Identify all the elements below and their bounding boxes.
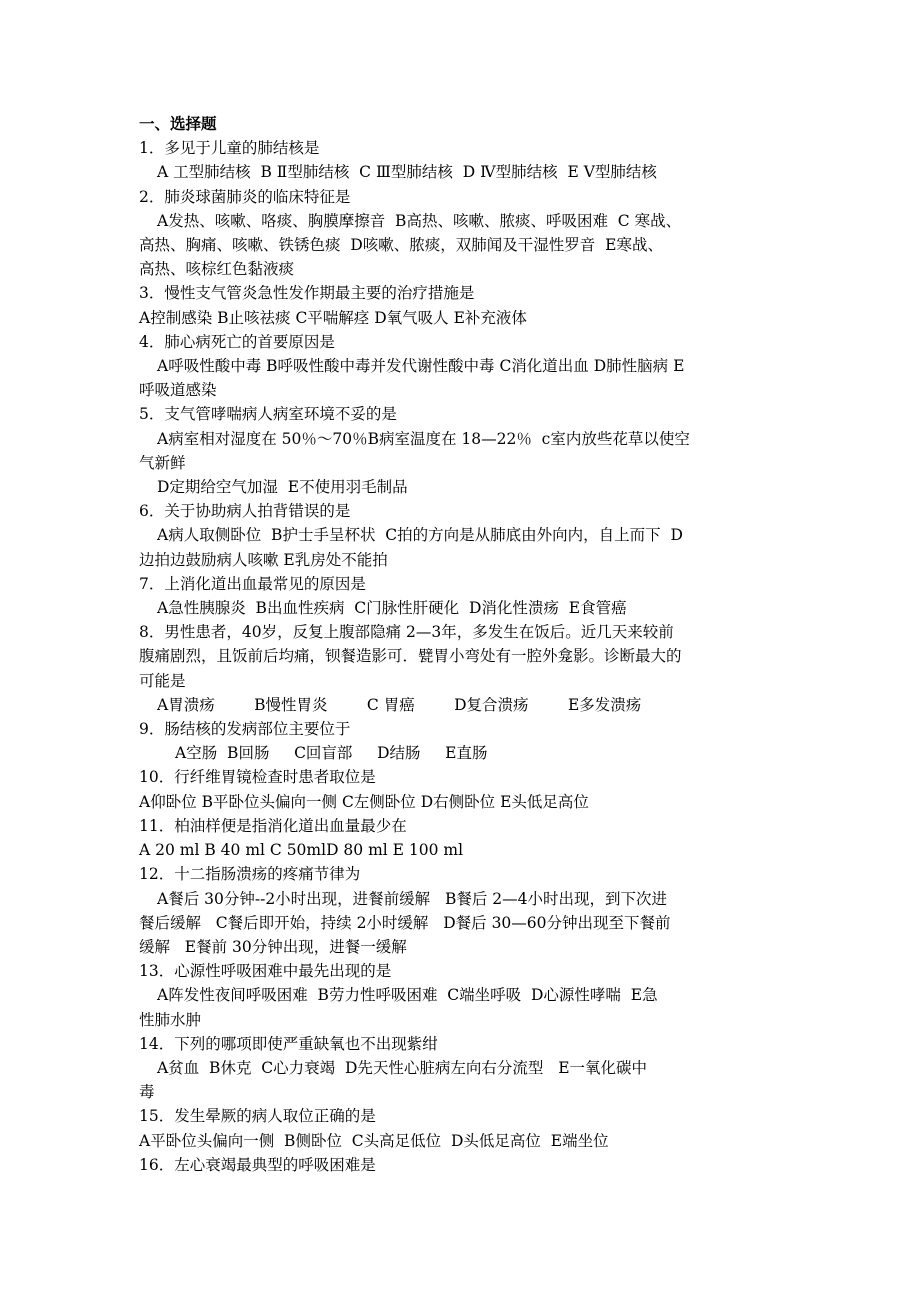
question-stem: 4．肺心病死亡的首要原因是 [139,332,335,351]
question-stem: 3．慢性支气管炎急性发作期最主要的治疗措施是 [139,284,475,303]
question-options: 可能是 [139,671,186,690]
question-options: 边拍边鼓励病人咳嗽 E乳房处不能拍 [139,550,388,569]
question-options: A胃溃疡 B慢性胃炎 C 胃癌 D复合溃疡 E多发溃疡 [157,695,642,714]
question-options: A 20 ml B 40 ml C 50mlD 80 ml E 100 ml [139,841,464,860]
question-options: 气新鲜 [139,453,186,472]
question-options: 高热、咳棕红色黏液痰 [139,260,295,279]
question-stem: 6．关于协助病人拍背错误的是 [139,502,351,521]
section-title: 一、选择题 [139,115,217,133]
question-options: A阵发性夜间呼吸困难 B劳力性呼吸困难 C端坐呼吸 D心源性哮喘 E急 [157,986,658,1005]
question-options: A餐后 30分钟--2小时出现，进餐前缓解 B餐后 2—4小时出现，到下次进 [157,889,668,908]
question-stem: 7．上消化道出血最常见的原因是 [139,574,366,593]
question-options: A贫血 B休克 C心力衰竭 D先天性心脏病左向右分流型 E一氧化碳中 [157,1058,648,1077]
question-stem: 12．十二指肠溃疡的疼痛节律为 [139,865,361,884]
question-stem: 16．左心衰竭最典型的呼吸困难是 [139,1155,376,1174]
question-options: A发热、咳嗽、咯痰、胸膜摩擦音 B高热、咳嗽、脓痰、呼吸困难 C 寒战、 [157,211,682,230]
question-stem: 5．支气管哮喘病人病室环境不妥的是 [139,405,397,424]
question-options: D定期给空气加湿 E不使用羽毛制品 [157,478,408,497]
question-options: A呼吸性酸中毒 B呼吸性酸中毒并发代谢性酸中毒 C消化道出血 D肺性脑病 E [157,357,685,376]
question-stem: 10．行纤维胃镜检查时患者取位是 [139,768,376,787]
question-stem: 9．肠结核的发病部位主要位于 [139,720,351,739]
question-stem: 11．柏油样便是指消化道出血量最少在 [139,816,407,835]
question-options: A病室相对湿度在 50％～70％B病室温度在 18—22％ c室内放些花草以使空 [157,429,690,448]
question-options: A平卧位头偏向一侧 B侧卧位 C头高足低位 D头低足高位 E端坐位 [139,1131,609,1150]
question-stem: 15．发生晕厥的病人取位正确的是 [139,1107,376,1126]
question-options: A仰卧位 B平卧位头偏向一侧 C左侧卧位 D右侧卧位 E头低足高位 [139,792,589,811]
question-options: A病人取侧卧位 B护士手呈杯状 C拍的方向是从肺底由外向内，自上而下 D [157,526,683,545]
question-stem: 2．肺炎球菌肺炎的临床特征是 [139,187,351,206]
question-stem: 13．心源性呼吸困难中最先出现的是 [139,962,392,981]
question-options: 呼吸道感染 [139,381,217,400]
question-options: 毒 [139,1083,155,1102]
question-stem: 8．男性患者，40岁，反复上腹部隐痛 2—3年，多发生在饭后。近几天来较前 [139,623,674,642]
question-options: A 工型肺结核 B Ⅱ型肺结核 C Ⅲ型肺结核 D Ⅳ型肺结核 E Ⅴ型肺结核 [157,163,657,182]
document-page [139,112,799,1177]
question-options: 缓解 E餐前 30分钟出现，进餐一缓解 [139,937,407,956]
question-options: 高热、胸痛、咳嗽、铁锈色痰 D咳嗽、脓痰，双肺闻及干湿性罗音 E寒战、 [139,236,663,255]
question-options: 性肺水肿 [139,1010,202,1029]
question-options: A急性胰腺炎 B出血性疾病 C门脉性肝硬化 D消化性溃疡 E食管癌 [157,599,627,618]
question-options: 餐后缓解 C餐后即开始，持续 2小时缓解 D餐后 30—60分钟出现至下餐前 [139,913,671,932]
question-options: A空肠 B回肠 C回盲部 D结肠 E直肠 [175,744,488,763]
question-stem: 14．下列的哪项即使严重缺氧也不出现紫绀 [139,1034,438,1053]
question-options: 腹痛剧烈，且饭前后均痛，钡餐造影可．甓胃小弯处有一腔外龛影。诊断最大的 [139,647,682,666]
question-options: A控制感染 B止咳祛痰 C平喘解痉 D氧气吸人 E补充液体 [139,308,527,327]
question-stem: 1．多见于儿童的肺结核是 [139,139,320,158]
